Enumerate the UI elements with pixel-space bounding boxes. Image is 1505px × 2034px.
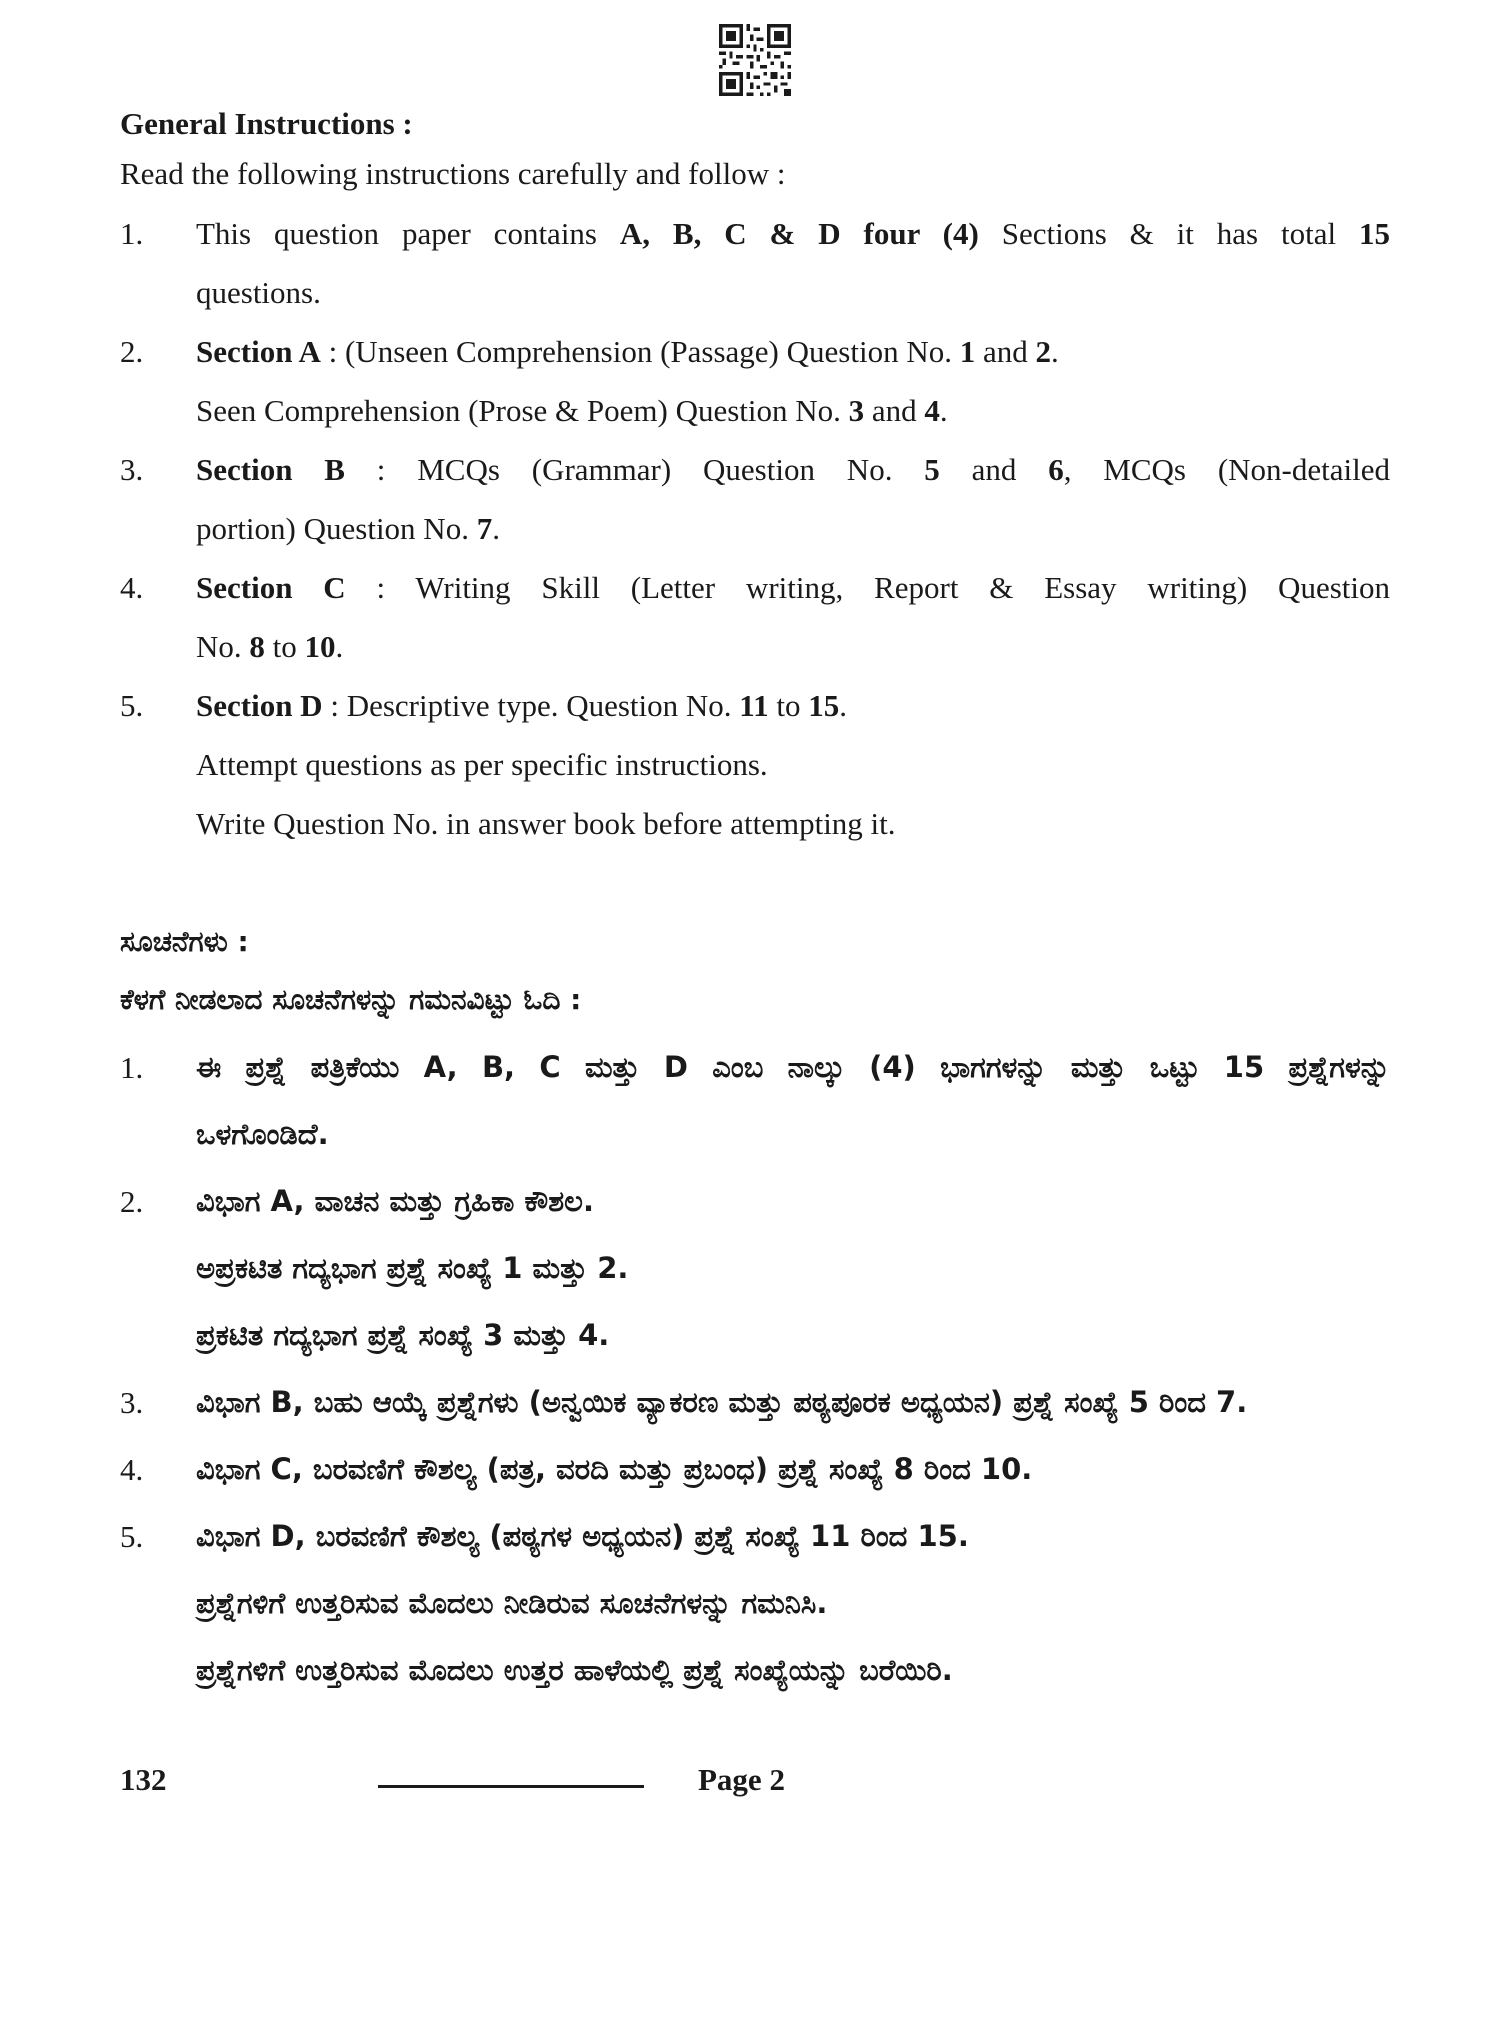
item-number: 1. <box>120 216 144 251</box>
item-line: Section B : MCQs (Grammar) Question No. 5 and 6, MCQs (Non-detailed <box>196 452 1390 487</box>
item-line: ಪ್ರಕಟಿತ ಗದ್ಯಭಾಗ ಪ್ರಶ್ನೆ ಸಂಖ್ಯೆ 3 ಮತ್ತು 4. <box>196 1318 610 1352</box>
item-line: ವಿಭಾಗ D, ಬರವಣಿಗೆ ಕೌಶಲ್ಯ (ಪಠ್ಯಗಳ ಅಧ್ಯಯನ) ಪ್ರಶ್ನೆ ಸಂಖ್ಯೆ 11 ರಿಂದ 15. <box>196 1519 969 1553</box>
kannada-item-5 <box>120 1503 1390 1704</box>
english-item-2 <box>120 322 1390 440</box>
item-line: This question paper contains A, B, C & D four (4) Sections & it has total 15 <box>196 216 1390 251</box>
item-number: 4. <box>120 570 144 605</box>
item-line: ಅಪ್ರಕಟಿತ ಗದ್ಯಭಾಗ ಪ್ರಶ್ನೆ ಸಂಖ್ಯೆ 1 ಮತ್ತು 2. <box>196 1251 629 1285</box>
paper-code: 132 <box>120 1762 167 1797</box>
kannada-item-1 <box>120 1034 1390 1168</box>
kannada-item-3 <box>120 1369 1390 1436</box>
item-line: portion) Question No. 7. <box>196 511 500 546</box>
item-number: 3. <box>120 452 144 487</box>
item-line: Section D : Descriptive type. Question No. 11 to 15. <box>196 688 847 723</box>
english-item-4 <box>120 558 1390 676</box>
item-line: ಪ್ರಶ್ನೆಗಳಿಗೆ ಉತ್ತರಿಸುವ ಮೊದಲು ಉತ್ತರ ಹಾಳೆಯಲ್ಲಿ ಪ್ರಶ್ನೆ ಸಂಖ್ಯೆಯನ್ನು ಬರೆಯಿರಿ. <box>196 1653 953 1687</box>
item-line: Seen Comprehension (Prose & Poem) Question No. 3 and 4. <box>196 393 948 428</box>
section-label: Section B <box>196 452 345 487</box>
item-line: ವಿಭಾಗ C, ಬರವಣಿಗೆ ಕೌಶಲ್ಯ (ಪತ್ರ, ವರದಿ ಮತ್ತು ಪ್ರಬಂಧ) ಪ್ರಶ್ನೆ ಸಂಖ್ಯೆ 8 ರಿಂದ 10. <box>196 1452 1033 1486</box>
item-line: Write Question No. in answer book before attempting it. <box>196 806 896 841</box>
section-label: Section A <box>196 334 321 369</box>
kannada-heading: ಸೂಚನೆಗಳು : <box>120 925 249 958</box>
kannada-instructions <box>120 920 1390 1704</box>
item-number: 5. <box>120 1519 144 1554</box>
footer-divider <box>378 1785 644 1788</box>
page-footer <box>120 1762 1390 1812</box>
item-line: Section A : (Unseen Comprehension (Passage) Question No. 1 and 2. <box>196 334 1059 369</box>
item-line: questions. <box>196 275 321 310</box>
item-line: Section C : Writing Skill (Letter writing, Report & Essay writing) Question <box>196 570 1390 605</box>
kannada-item-4 <box>120 1436 1390 1503</box>
item-line: ಈ ಪ್ರಶ್ನೆ ಪತ್ರಿಕೆಯು A, B, C ಮತ್ತು D ಎಂಬ ನಾಲ್ಕು (4) ಭಾಗಗಳನ್ನು ಮತ್ತು ಒಟ್ಟು 15 ಪ್ರಶ್ನೆಗಳನ್ನು <box>196 1050 1390 1084</box>
page-number: Page 2 <box>698 1762 785 1797</box>
item-number: 2. <box>120 1184 144 1219</box>
english-item-3 <box>120 440 1390 558</box>
item-number: 1. <box>120 1050 144 1085</box>
item-number: 5. <box>120 688 144 723</box>
item-number: 3. <box>120 1385 144 1420</box>
english-intro: Read the following instructions carefully and follow : <box>120 156 786 191</box>
item-line: ವಿಭಾಗ B, ಬಹು ಆಯ್ಕೆ ಪ್ರಶ್ನೆಗಳು (ಅನ್ವಯಿಕ ವ್ಯಾಕರಣ ಮತ್ತು ಪಠ್ಯಪೂರಕ ಅಧ್ಯಯನ) ಪ್ರಶ್ನೆ ಸಂಖ್ಯೆ 5 ರಿಂದ 7. <box>196 1385 1248 1419</box>
item-number: 2. <box>120 334 144 369</box>
english-item-5 <box>120 676 1390 853</box>
english-instructions <box>120 102 1390 853</box>
kannada-intro: ಕೆಳಗೆ ನೀಡಲಾದ ಸೂಚನೆಗಳನ್ನು ಗಮನವಿಟ್ಟು ಓದಿ : <box>120 983 582 1016</box>
section-label: Section D <box>196 688 323 723</box>
section-label: Section C <box>196 570 346 605</box>
item-number: 4. <box>120 1452 144 1487</box>
item-line: No. 8 to 10. <box>196 629 344 664</box>
item-line: ಒಳಗೊಂಡಿದೆ. <box>196 1117 329 1151</box>
item-line: Attempt questions as per specific instructions. <box>196 747 768 782</box>
item-line: ವಿಭಾಗ A, ವಾಚನ ಮತ್ತು ಗ್ರಹಿಕಾ ಕೌಶಲ. <box>196 1184 594 1218</box>
qr-code-icon <box>719 24 791 96</box>
english-item-1 <box>120 204 1390 322</box>
english-heading: General Instructions : <box>120 106 413 141</box>
kannada-item-2 <box>120 1168 1390 1369</box>
item-line: ಪ್ರಶ್ನೆಗಳಿಗೆ ಉತ್ತರಿಸುವ ಮೊದಲು ನೀಡಿರುವ ಸೂಚನೆಗಳನ್ನು ಗಮನಿಸಿ. <box>196 1586 828 1620</box>
